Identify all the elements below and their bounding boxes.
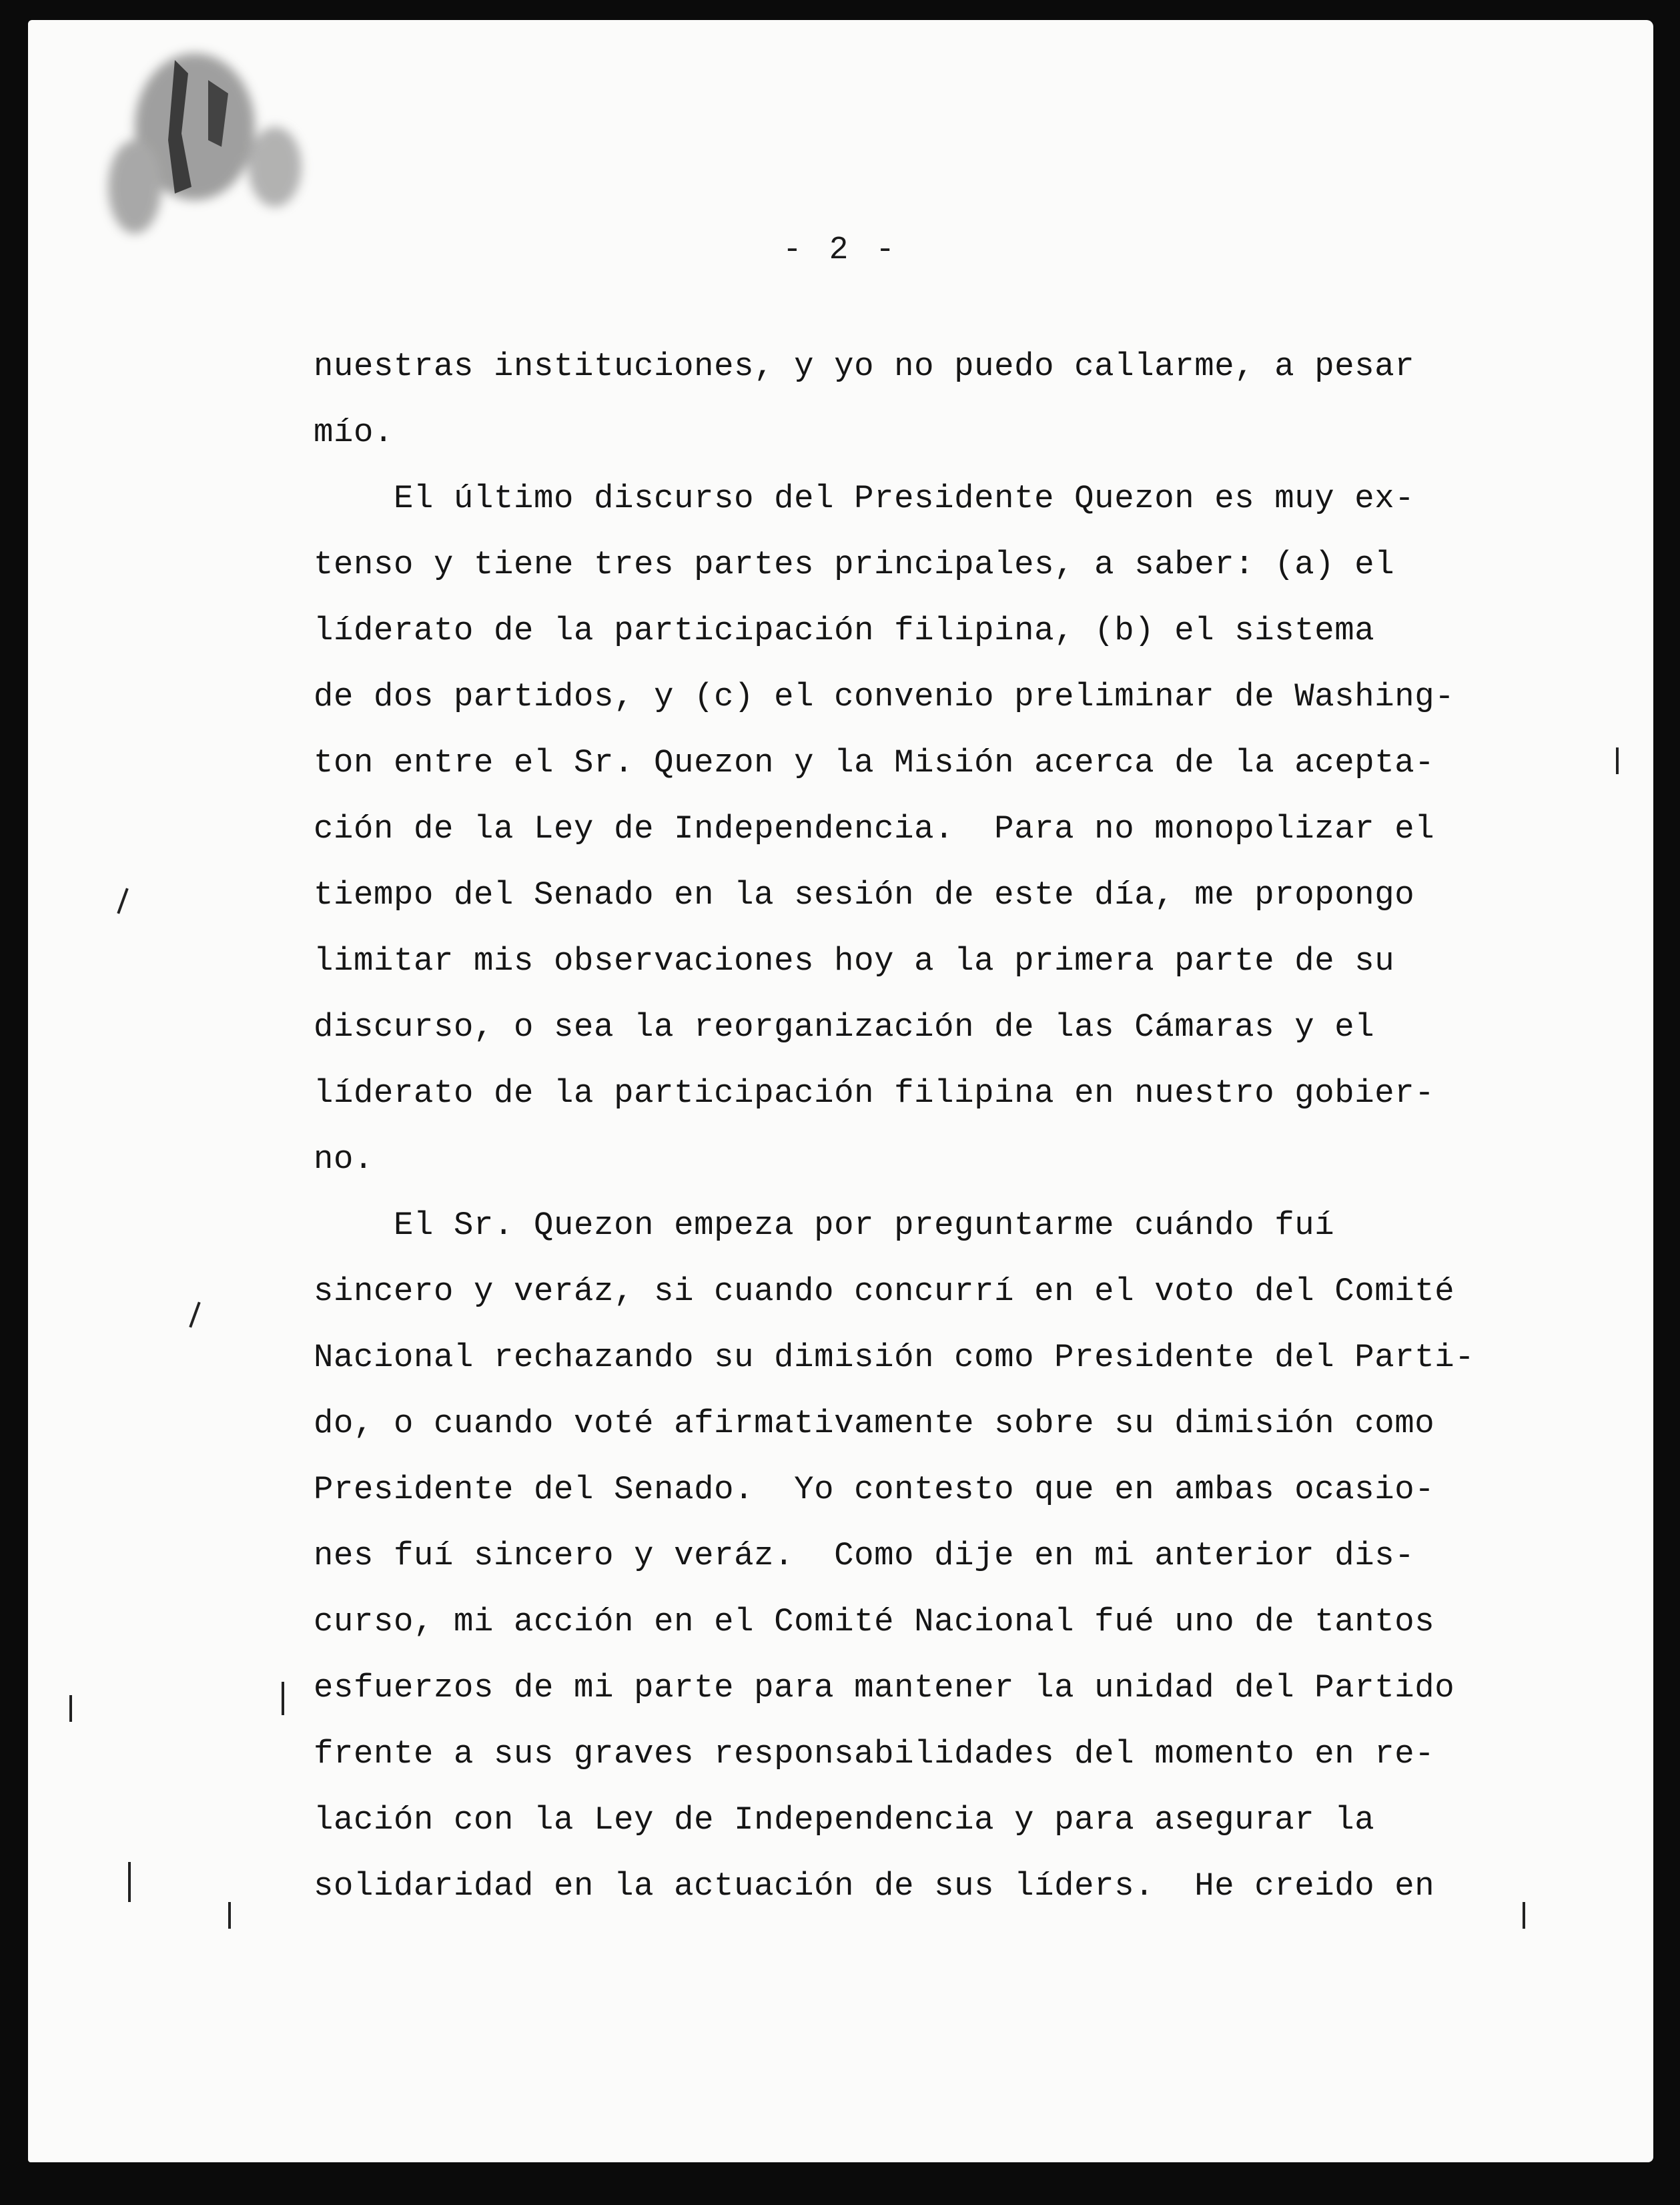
text-line: líderato de la participación filipina en nuestro gobier-: [314, 1074, 1435, 1112]
text-line: tenso y tiene tres partes principales, a saber: (a) el: [314, 546, 1395, 583]
text-line: Presidente del Senado. Yo contesto que en ambas ocasio-: [314, 1471, 1435, 1508]
scan-mark: [228, 1902, 231, 1929]
text-line: nes fuí sincero y veráz. Como dije en mi anterior dis-: [314, 1537, 1415, 1574]
scan-mark: [189, 1302, 200, 1328]
text-line: líderato de la participación filipina, (b) el sistema: [314, 612, 1375, 649]
text-line: nuestras instituciones, y yo no puedo callarme, a pesar: [314, 348, 1415, 385]
text-line: Nacional rechazando su dimisión como Presidente del Parti-: [314, 1339, 1475, 1376]
scan-mark: [1616, 747, 1619, 774]
text-line: discurso, o sea la reorganización de las Cámaras y el: [314, 1008, 1375, 1046]
text-line: solidaridad en la actuación de sus líders. He creido en: [314, 1867, 1435, 1905]
document-page: [28, 20, 1653, 2162]
text-line: El Sr. Quezon empeza por preguntarme cuándo fuí: [314, 1207, 1335, 1244]
text-line: frente a sus graves responsabilidades del momento en re-: [314, 1735, 1435, 1773]
scan-mark: [117, 888, 128, 914]
text-line: El último discurso del Presidente Quezon es muy ex-: [314, 480, 1415, 517]
scan-mark: [128, 1862, 131, 1902]
text-line: curso, mi acción en el Comité Nacional fué uno de tantos: [314, 1603, 1435, 1640]
text-line: ción de la Ley de Independencia. Para no monopolizar el: [314, 810, 1435, 848]
text-line: limitar mis observaciones hoy a la primera parte de su: [314, 942, 1395, 980]
scan-mark: [69, 1695, 72, 1722]
scan-mark: [282, 1682, 284, 1715]
text-line: tiempo del Senado en la sesión de este día, me propongo: [314, 876, 1415, 914]
text-line: lación con la Ley de Independencia y para asegurar la: [314, 1801, 1375, 1839]
text-line: de dos partidos, y (c) el convenio preliminar de Washing-: [314, 678, 1455, 715]
text-line: do, o cuando voté afirmativamente sobre su dimisión como: [314, 1405, 1435, 1442]
text-line: sincero y veráz, si cuando concurrí en el voto del Comité: [314, 1273, 1455, 1310]
text-line: no.: [314, 1141, 374, 1178]
text-line: mío.: [314, 414, 394, 451]
text-line: ton entre el Sr. Quezon y la Misión acerca de la acepta-: [314, 744, 1435, 781]
text-line: esfuerzos de mi parte para mantener la unidad del Partido: [314, 1669, 1455, 1706]
body-text: [314, 334, 1541, 1919]
page-number: - 2 -: [782, 232, 899, 268]
